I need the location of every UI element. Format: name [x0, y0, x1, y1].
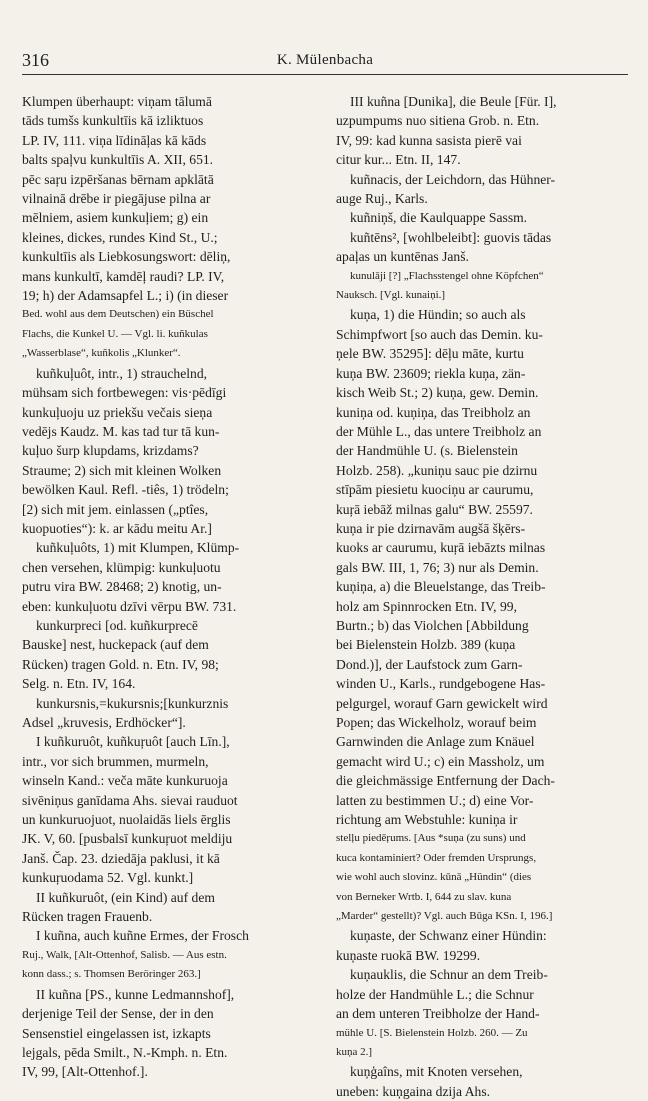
text-line: Nauksch. [Vgl. kunaiņi.]	[336, 289, 446, 302]
text-line: uzpumpums nuo sitiena Grob. n. Etn.	[336, 113, 540, 129]
text-line: kunkuļuoju uz priekšu večais sieņa	[22, 404, 213, 420]
text-line: lejgals, pēda Smilt., N.-Kmph. n. Etn.	[22, 1044, 228, 1060]
text-line: Bauske] nest, huckepack (auf dem	[22, 637, 209, 653]
text-line: kuļuo šurp klupdams, krizdams?	[22, 443, 199, 459]
text-line: stelļu piedēŗums. [Aus *suņa (zu suns) und	[336, 832, 526, 845]
text-line: Rücken tragen Frauenb.	[22, 909, 153, 925]
text-line: kuņauklis, die Schnur an dem Treib-	[350, 967, 548, 983]
text-line: gemacht wird U.; c) ein Massholz, um	[336, 753, 545, 769]
text-line: kuñniņš, die Kaulquappe Sassm.	[350, 210, 528, 226]
text-line: ņele BW. 35295]: dēļu māte, kurtu	[336, 346, 524, 362]
right-column	[336, 92, 628, 1101]
text-line: chen versehen, klümpig: kunkuļuotu	[22, 559, 221, 575]
text-line: kuoks ar caurumu, kuŗā iebāzts milnas	[336, 540, 546, 556]
text-line: I kuñkuruôt, kuñkuŗuôt [auch Līn.],	[36, 734, 230, 750]
text-line: stīpām piesietu kuociņu ar caurumu,	[336, 482, 534, 498]
left-column	[22, 92, 314, 1082]
text-line: III kuñna [Dunika], die Beule [Für. I],	[350, 94, 557, 109]
text-line: pēc saŗu izpēršanas bērnam apklātā	[22, 171, 214, 187]
text-line: kunkuŗuodama 52. Vgl. kunkt.]	[22, 870, 194, 886]
text-line: II kuñna [PS., kunne Ledmannshof],	[36, 986, 235, 1002]
text-line: bewölken Kaul. Refl. -tiês, 1) trödeln;	[22, 482, 229, 498]
text-line: wie wohl auch slovinz. kūnā „Hündin“ (dies	[336, 871, 532, 884]
text-line: bei Bielenstein Holzb. 389 (kuņa	[336, 637, 516, 653]
text-line: kuņa 2.]	[336, 1045, 373, 1058]
text-line: kuopuoties“): k. ar kādu meitu Ar.]	[22, 520, 212, 536]
text-line: kunkursnis,=kukursnis;[kunkurznis	[36, 695, 229, 711]
text-line: Klumpen überhaupt: viņam tālumā	[22, 94, 212, 109]
text-line: IV, 99, [Alt-Ottenhof.].	[22, 1064, 148, 1080]
page-header	[22, 48, 628, 75]
text-line: vilnainā drēbe ir piegājuse pilna ar	[22, 191, 211, 207]
text-line: Flachs, die Kunkel U. — Vgl. li. kuñkulas	[22, 327, 208, 340]
text-line: intr., vor sich brummen, murmeln,	[22, 753, 209, 769]
text-line: mēlniem, asiem kunkuļiem; g) ein	[22, 210, 209, 226]
text-line: Adsel „kruvesis, Erdhöcker“].	[22, 715, 186, 730]
text-line: Bed. wohl aus dem Deutschen) ein Büschel	[22, 308, 214, 321]
text-line: winden U., Karls., rundgebogene Has-	[336, 676, 546, 692]
text-line: Holzb. 258). „kuniņu sauc pie dzirnu	[336, 462, 538, 478]
text-line: an dem unteren Treibholze der Hand-	[336, 1006, 540, 1022]
text-line: kuņģaîns, mit Knoten versehen,	[350, 1064, 523, 1080]
text-line: latten zu bestimmen U.; d) eine Vor-	[336, 792, 534, 808]
text-line: kuņa, 1) die Hündin; so auch als	[350, 307, 526, 323]
text-line: Rücken) tragen Gold. n. Etn. IV, 98;	[22, 656, 219, 672]
text-line: II kuñkuruôt, (ein Kind) auf dem	[36, 889, 215, 905]
text-line: apaļas un kuntēnas Janš.	[336, 249, 469, 265]
text-line: Straume; 2) sich mit kleinen Wolken	[22, 462, 222, 478]
text-line: LP. IV, 111. viņa līdināļas kā kāds	[22, 132, 207, 148]
text-line: pelgurgel, worauf Garn gewickelt wird	[336, 695, 548, 711]
text-line: kisch Weib St.; 2) kuņa, gew. Demin.	[336, 385, 539, 401]
text-line: kuniņa od. kuņiņa, das Treibholz an	[336, 404, 531, 420]
text-line: 19; h) der Adamsapfel L.; i) (in dieser	[22, 288, 229, 304]
text-line: kleines, dickes, rundes Kind St., U.;	[22, 229, 218, 245]
text-line: un kunkuruojuot, nuolaidās liels ērglis	[22, 812, 231, 828]
text-line: kuŗā iebāž milnas galu“ BW. 25597.	[336, 501, 533, 517]
text-line: der Handmühle U. (s. Bielenstein	[336, 443, 518, 459]
text-line: „Wasserblase“, kuñkolis „Klunker“.	[22, 347, 181, 360]
text-line: Popen; das Wickelholz, worauf beim	[336, 715, 537, 730]
text-line: derjenige Teil der Sense, der in den	[22, 1006, 214, 1022]
text-line: holze der Handmühle L.; die Schnur	[336, 986, 534, 1002]
text-line: kuñnacis, der Leichdorn, das Hühner-	[350, 171, 556, 187]
text-line: mans kunkultī, kamdēļ raudi? LP. IV,	[22, 268, 225, 284]
text-line: kuñkuļuôt, intr., 1) strauchelnd,	[36, 365, 208, 381]
text-line: eben: kunkuļuotu dzīvi vērpu BW. 731.	[22, 598, 237, 614]
text-line: mühle U. [S. Bielenstein Holzb. 260. — Zu	[336, 1026, 528, 1039]
text-line: kuca kontaminiert? Oder fremden Ursprungs,	[336, 851, 537, 864]
text-line: kuņa ir pie dzirnavām augšā šķērs-	[336, 520, 526, 536]
text-line: kunkurpreci [od. kuñkurprecē	[36, 617, 198, 633]
text-line: kunulāji [?] „Flachsstengel ohne Köpfchen“	[350, 269, 544, 282]
text-line: Garnwinden die Anlage zum Knäuel	[336, 734, 535, 750]
running-title: K. Mülenbacha	[276, 52, 374, 68]
text-line: IV, 99: kad kunna sasista pierē vai	[336, 132, 522, 148]
text-line: uneben: kuņgaina dzija Ahs.	[336, 1083, 491, 1099]
text-line: citur kur... Etn. II, 147.	[336, 152, 461, 168]
text-line: tāds tumšs kunkultīis kā izliktuos	[22, 113, 204, 129]
text-line: putru vira BW. 28468; 2) knotig, un-	[22, 579, 222, 595]
page-number: 316	[22, 50, 49, 70]
text-line: kuņaste ruokā BW. 19299.	[336, 947, 481, 963]
text-line: kuñkuļuôts, 1) mit Klumpen, Klümp-	[36, 540, 240, 556]
text-line: holz am Spinnrocken Etn. IV, 99,	[336, 598, 517, 614]
text-line: sivēniņus ganīdama Ahs. sievai rauduot	[22, 792, 238, 808]
text-line: die gleichmässige Entfernung der Dach-	[336, 773, 555, 789]
text-line: gals BW. III, 1, 76; 3) nur als Demin.	[336, 559, 539, 575]
text-line: Sensenstiel eingelassen ist, izkapts	[22, 1025, 211, 1041]
text-line: I kuñna, auch kuñne Ermes, der Frosch	[36, 928, 249, 944]
text-line: vedējs Kaudz. M. kas tad tur tā kun-	[22, 423, 220, 439]
text-line: Dond.)], der Laufstock zum Garn-	[336, 656, 523, 672]
text-line: mühsam sich fortbewegen: vis·pēdīgi	[22, 385, 227, 401]
text-line: konn dass.; s. Thomsen Beröringer 263.]	[22, 968, 201, 981]
text-line: kunkultīis als Liebkosungswort: dēliņ,	[22, 249, 231, 265]
text-line: JK. V, 60. [pusbalsī kunkuŗuot meldiju	[22, 831, 233, 847]
text-line: auge Ruj., Karls.	[336, 191, 428, 207]
text-line: richtung am Webstuhle: kuniņa ir	[336, 812, 518, 828]
text-line: von Berneker Wrtb. I, 644 zu slav. kuna	[336, 890, 512, 903]
text-line: Janš. Čap. 23. dziedāja paklusi, it kā	[22, 850, 220, 866]
text-line: [2) sich mit jem. einlassen („ptîes,	[22, 501, 209, 517]
text-line: „Marder“ gestellt)? Vgl. auch Būga KSn. I, 196.]	[336, 910, 553, 923]
text-line: kuņiņa, a) die Bleuelstange, das Treib-	[336, 579, 546, 595]
text-line: kuņaste, der Schwanz einer Hündin:	[350, 928, 547, 944]
text-line: kuñtēns², [wohlbeleibt]: guovis tādas	[350, 229, 552, 245]
text-line: Ruj., Walk, [Alt-Ottenhof, Salisb. — Aus estn.	[22, 948, 227, 961]
text-line: der Mühle L., das untere Treibholz an	[336, 423, 542, 439]
text-line: Burtn.; b) das Violchen [Abbildung	[336, 617, 529, 633]
text-line: Schimpfwort [so auch das Demin. ku-	[336, 326, 543, 342]
text-line: Selg. n. Etn. IV, 164.	[22, 676, 136, 692]
text-line: winseln Kand.: veča māte kunkuruoja	[22, 773, 228, 789]
text-line: kuņa BW. 23609; riekla kuņa, zän-	[336, 365, 526, 381]
text-line: balts spaļvu kunkultīis A. XII, 651.	[22, 152, 214, 168]
